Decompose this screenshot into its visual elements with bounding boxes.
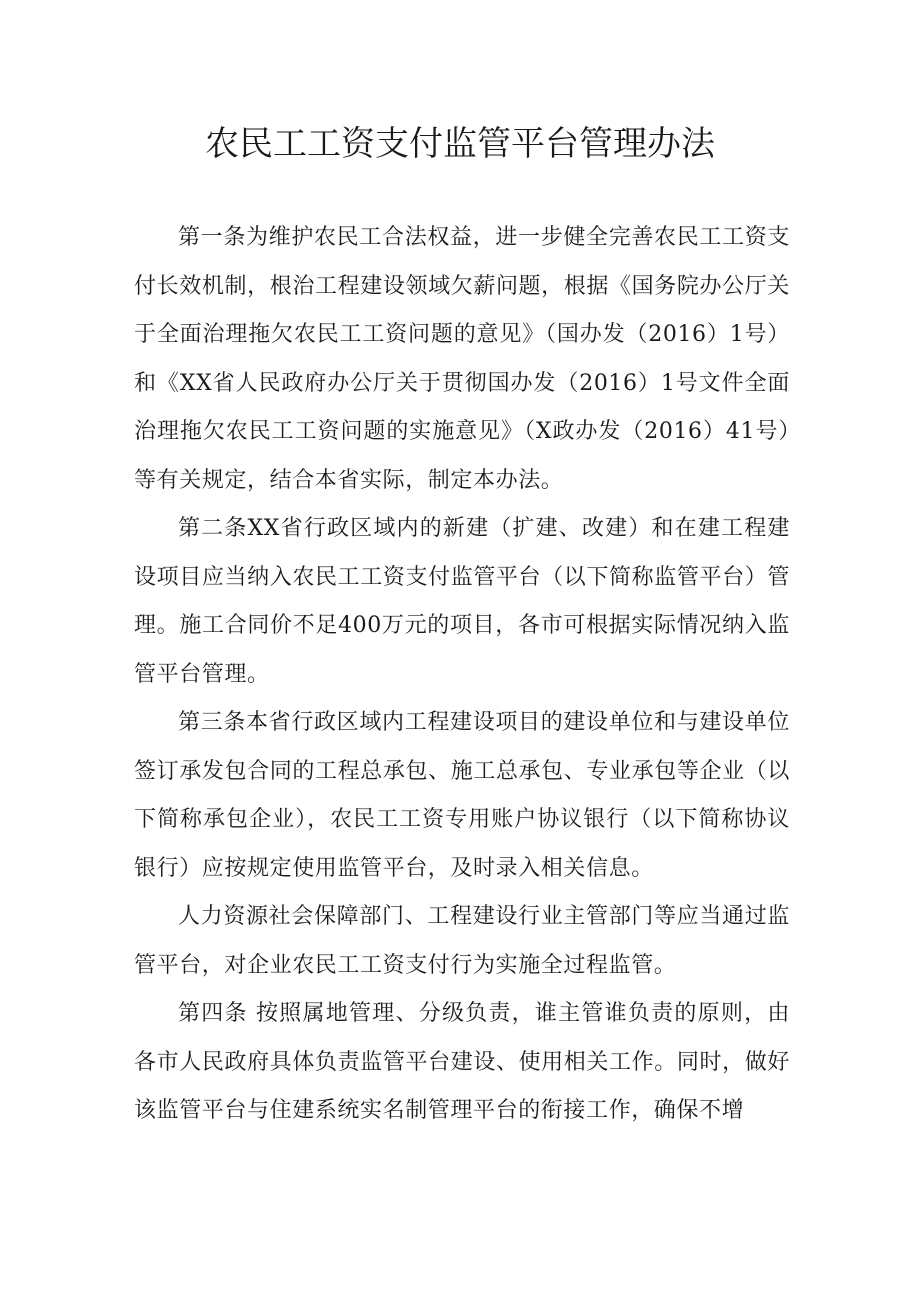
paragraph-article-2: 第二条XX省行政区域内的新建（扩建、改建）和在建工程建设项目应当纳入农民工工资支付监管平台（以下简称监管平台）管理。施工合同价不足400万元的项目，各市可根据实际情况纳入监管平台管理。 bbox=[134, 516, 790, 687]
paragraph-article-3: 第三条本省行政区域内工程建设项目的建设单位和与建设单位签订承发包合同的工程总承包、施工总承包、专业承包等企业（以下简称承包企业），农民工工资专用账户协议银行（以下简称协议银行）应按规定使用监管平台，及时录入相关信息。 bbox=[134, 710, 790, 881]
paragraph-article-3-supplement: 人力资源社会保障部门、工程建设行业主管部门等应当通过监管平台，对企业农民工工资支付行为实施全过程监管。 bbox=[134, 904, 790, 978]
document-title: 农民工工资支付监管平台管理办法 bbox=[205, 124, 715, 164]
document-body bbox=[134, 214, 790, 1136]
paragraph-article-1: 第一条为维护农民工合法权益，进一步健全完善农民工工资支付长效机制，根治工程建设领域欠薪问题，根据《国务院办公厅关于全面治理拖欠农民工工资问题的意见》（国办发（2016）1号）和《XX省人民政府办公厅关于贯彻国办发（2016）1号文件全面治理拖欠农民工工资问题的实施意见》（X政办发（2016）41号）等有关规定，结合本省实际，制定本办法。 bbox=[134, 225, 790, 493]
paragraph-article-4: 第四条 按照属地管理、分级负责，谁主管谁负责的原则，由各市人民政府具体负责监管平台建设、使用相关工作。同时，做好该监管平台与住建系统实名制管理平台的衔接工作，确保不增 bbox=[134, 1001, 790, 1123]
